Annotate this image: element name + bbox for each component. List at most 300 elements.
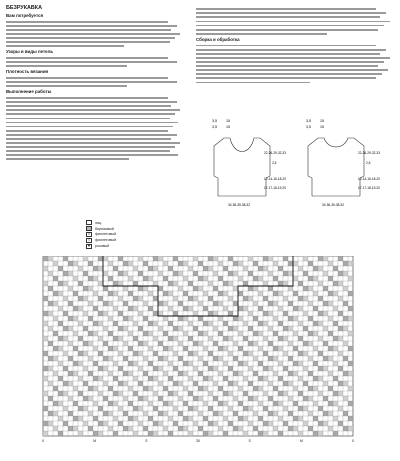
chart-cell bbox=[188, 281, 193, 286]
legend-symbol bbox=[86, 220, 92, 225]
chart-cell bbox=[333, 376, 338, 381]
chart-cell bbox=[268, 286, 273, 291]
chart-cell bbox=[288, 341, 293, 346]
chart-cell bbox=[143, 276, 148, 281]
legend-symbol: × bbox=[87, 231, 91, 237]
chart-cell bbox=[103, 411, 108, 416]
text-line bbox=[196, 29, 378, 31]
chart-cell bbox=[243, 416, 248, 421]
chart-cell bbox=[83, 381, 88, 386]
chart-cell bbox=[328, 261, 333, 266]
chart-cell bbox=[168, 346, 173, 351]
text-line bbox=[196, 65, 378, 67]
chart-cell bbox=[108, 426, 113, 431]
chart-cell bbox=[63, 311, 68, 316]
chart-cell bbox=[173, 336, 178, 341]
chart-cell bbox=[83, 351, 88, 356]
chart-cell bbox=[203, 321, 208, 326]
chart-cell bbox=[298, 406, 303, 411]
chart-cell bbox=[228, 391, 233, 396]
chart-cell bbox=[103, 421, 108, 426]
chart-cell bbox=[308, 356, 313, 361]
chart-cell bbox=[323, 311, 328, 316]
text-line bbox=[6, 37, 175, 39]
chart-cell bbox=[343, 371, 348, 376]
chart-cell bbox=[318, 391, 323, 396]
chart-cell bbox=[148, 431, 153, 436]
chart-cell bbox=[143, 301, 148, 306]
chart-cell bbox=[43, 296, 48, 301]
chart-cell bbox=[113, 376, 118, 381]
chart-cell bbox=[248, 351, 253, 356]
chart-cell bbox=[323, 301, 328, 306]
chart-cell bbox=[213, 421, 218, 426]
chart-cell bbox=[173, 256, 178, 261]
text-line bbox=[6, 113, 175, 115]
chart-cell bbox=[88, 411, 93, 416]
chart-cell bbox=[88, 316, 93, 321]
chart-cell bbox=[153, 391, 158, 396]
chart-cell bbox=[273, 401, 278, 406]
chart-cell bbox=[198, 301, 203, 306]
chart-cell bbox=[98, 281, 103, 286]
chart-cell bbox=[183, 371, 188, 376]
chart-cell bbox=[48, 311, 53, 316]
chart-cell bbox=[48, 366, 53, 371]
chart-cell bbox=[253, 371, 258, 376]
chart-cell bbox=[293, 331, 298, 336]
chart-cell bbox=[228, 366, 233, 371]
chart-cell bbox=[303, 326, 308, 331]
text-line bbox=[196, 73, 382, 75]
back-bottom-value: 34-36-39-38-32 bbox=[322, 203, 344, 207]
chart-cell bbox=[348, 426, 353, 431]
text-line bbox=[6, 126, 173, 128]
chart-cell bbox=[348, 346, 353, 351]
chart-cell bbox=[193, 256, 198, 261]
chart-cell bbox=[133, 431, 138, 436]
chart-cell bbox=[243, 321, 248, 326]
chart-cell bbox=[173, 391, 178, 396]
legend-symbol bbox=[86, 226, 92, 231]
chart-cell bbox=[63, 381, 68, 386]
chart-cell bbox=[328, 331, 333, 336]
chart-cell bbox=[278, 306, 283, 311]
chart-cell bbox=[183, 331, 188, 336]
chart-cell bbox=[128, 291, 133, 296]
chart-cell bbox=[333, 321, 338, 326]
chart-cell bbox=[68, 381, 73, 386]
chart-cell bbox=[348, 371, 353, 376]
chart-cell bbox=[213, 356, 218, 361]
chart-cell bbox=[303, 341, 308, 346]
chart-cell bbox=[103, 311, 108, 316]
chart-cell bbox=[333, 361, 338, 366]
chart-cell bbox=[123, 286, 128, 291]
chart-cell bbox=[243, 296, 248, 301]
chart-cell bbox=[168, 306, 173, 311]
chart-cell bbox=[143, 341, 148, 346]
chart-cell bbox=[253, 341, 258, 346]
chart-cell bbox=[88, 276, 93, 281]
chart-cell bbox=[253, 276, 258, 281]
chart-cell bbox=[233, 271, 238, 276]
chart-cell bbox=[198, 356, 203, 361]
chart-cell bbox=[223, 266, 228, 271]
text-line bbox=[196, 49, 386, 51]
chart-cell bbox=[43, 256, 48, 261]
chart-cell bbox=[248, 256, 253, 261]
chart-cell bbox=[273, 291, 278, 296]
front-outline bbox=[214, 138, 270, 196]
chart-cell bbox=[248, 271, 253, 276]
chart-cell bbox=[123, 341, 128, 346]
chart-cell bbox=[173, 271, 178, 276]
schematic-front-svg bbox=[206, 116, 296, 211]
chart-cell bbox=[208, 391, 213, 396]
chart-cell bbox=[88, 426, 93, 431]
chart-cell bbox=[43, 351, 48, 356]
chart-cell bbox=[148, 386, 153, 391]
chart-cell bbox=[228, 271, 233, 276]
chart-cell bbox=[178, 371, 183, 376]
chart-cell bbox=[273, 261, 278, 266]
chart-cell bbox=[118, 351, 123, 356]
chart-cell bbox=[233, 301, 238, 306]
chart-cell bbox=[308, 386, 313, 391]
chart-cell bbox=[98, 266, 103, 271]
chart-cell bbox=[198, 276, 203, 281]
text-line bbox=[6, 142, 180, 144]
chart-cell bbox=[128, 331, 133, 336]
chart-cell bbox=[238, 331, 243, 336]
chart-cell bbox=[123, 326, 128, 331]
chart-cell bbox=[108, 356, 113, 361]
chart-cell bbox=[203, 346, 208, 351]
chart-cell bbox=[343, 261, 348, 266]
chart-cell bbox=[193, 341, 198, 346]
chart-cell bbox=[343, 341, 348, 346]
chart-cell bbox=[233, 261, 238, 266]
chart-cell bbox=[233, 426, 238, 431]
back-top-value-2: 3,5 bbox=[306, 125, 311, 129]
chart-cell bbox=[298, 351, 303, 356]
chart-cell bbox=[93, 331, 98, 336]
chart-cell bbox=[288, 371, 293, 376]
chart-cell bbox=[213, 271, 218, 276]
chart-cell bbox=[328, 386, 333, 391]
chart-cell bbox=[48, 301, 53, 306]
chart-cell bbox=[113, 306, 118, 311]
legend-label: лиц. bbox=[95, 220, 103, 225]
chart-cell bbox=[278, 431, 283, 436]
chart-cell bbox=[223, 391, 228, 396]
chart-cell bbox=[93, 266, 98, 271]
chart-cell bbox=[243, 281, 248, 286]
chart-cell bbox=[148, 361, 153, 366]
chart-cell bbox=[238, 416, 243, 421]
chart-cell bbox=[308, 341, 313, 346]
chart-cell bbox=[203, 376, 208, 381]
chart-cell bbox=[228, 311, 233, 316]
chart-cell bbox=[63, 271, 68, 276]
chart-cell bbox=[78, 321, 83, 326]
chart-cell bbox=[198, 341, 203, 346]
chart-cell bbox=[138, 421, 143, 426]
text-line bbox=[6, 57, 168, 59]
chart-cell bbox=[298, 321, 303, 326]
chart-cell bbox=[278, 416, 283, 421]
chart-cell bbox=[248, 326, 253, 331]
chart-cell bbox=[78, 351, 83, 356]
chart-cell bbox=[348, 361, 353, 366]
text-line bbox=[6, 65, 127, 67]
chart-cell bbox=[113, 431, 118, 436]
chart-cell bbox=[263, 351, 268, 356]
chart-cell bbox=[233, 326, 238, 331]
chart-cell bbox=[308, 261, 313, 266]
chart-cell bbox=[223, 321, 228, 326]
chart-cell bbox=[178, 326, 183, 331]
chart-cell bbox=[333, 281, 338, 286]
chart-cell bbox=[338, 381, 343, 386]
chart-cell bbox=[183, 361, 188, 366]
chart-cell bbox=[83, 341, 88, 346]
chart-cell bbox=[303, 406, 308, 411]
chart-cell bbox=[318, 256, 323, 261]
chart-cell bbox=[213, 411, 218, 416]
chart-cell bbox=[143, 396, 148, 401]
chart-cell bbox=[183, 306, 188, 311]
chart-cell bbox=[298, 391, 303, 396]
right-sections bbox=[196, 8, 392, 83]
chart-cell bbox=[328, 356, 333, 361]
chart-cell bbox=[183, 401, 188, 406]
chart-cell bbox=[143, 261, 148, 266]
chart-cell bbox=[133, 391, 138, 396]
chart-cell bbox=[288, 326, 293, 331]
chart-cell bbox=[218, 356, 223, 361]
chart-cell bbox=[73, 291, 78, 296]
chart-cell bbox=[93, 376, 98, 381]
chart-cell bbox=[268, 326, 273, 331]
chart-cell bbox=[133, 351, 138, 356]
article-title: БЕЗРУКАВКА bbox=[6, 5, 42, 11]
chart-cell bbox=[103, 301, 108, 306]
chart-cell bbox=[158, 356, 163, 361]
chart-cell bbox=[78, 281, 83, 286]
chart-cell bbox=[48, 326, 53, 331]
chart-cell bbox=[343, 411, 348, 416]
chart-cell bbox=[218, 411, 223, 416]
chart-cell bbox=[228, 256, 233, 261]
chart-cell bbox=[213, 341, 218, 346]
text-line bbox=[6, 77, 168, 79]
text-line bbox=[196, 61, 384, 63]
chart-cell bbox=[228, 406, 233, 411]
front-bottom-value: 34-36-39-38-32 bbox=[228, 203, 250, 207]
chart-cell bbox=[263, 366, 268, 371]
chart-cell bbox=[258, 346, 263, 351]
chart-cell bbox=[323, 341, 328, 346]
chart-cell bbox=[178, 426, 183, 431]
right-text-column bbox=[196, 6, 392, 86]
chart-cell bbox=[183, 416, 188, 421]
chart-cell bbox=[208, 351, 213, 356]
chart-cell bbox=[78, 416, 83, 421]
chart-cell bbox=[268, 271, 273, 276]
chart-cell bbox=[243, 336, 248, 341]
text-line bbox=[6, 85, 127, 87]
chart-cell bbox=[158, 341, 163, 346]
chart-cell bbox=[123, 301, 128, 306]
chart-cell bbox=[243, 431, 248, 436]
chart-cell bbox=[243, 306, 248, 311]
chart-cell bbox=[258, 416, 263, 421]
chart-cell bbox=[98, 366, 103, 371]
chart-cell bbox=[103, 381, 108, 386]
chart-cell bbox=[188, 376, 193, 381]
chart-cell bbox=[318, 406, 323, 411]
chart-cell bbox=[303, 396, 308, 401]
chart-cell bbox=[258, 376, 263, 381]
chart-cell bbox=[248, 381, 253, 386]
chart-cell bbox=[133, 361, 138, 366]
chart-cell bbox=[303, 381, 308, 386]
chart-cell bbox=[158, 396, 163, 401]
chart-cell bbox=[163, 346, 168, 351]
chart-cell bbox=[283, 311, 288, 316]
chart-cell bbox=[308, 371, 313, 376]
chart-cell bbox=[178, 396, 183, 401]
chart-cell bbox=[283, 256, 288, 261]
chart-cell bbox=[68, 356, 73, 361]
chart-cell bbox=[148, 276, 153, 281]
chart-cell bbox=[143, 286, 148, 291]
text-line bbox=[6, 138, 171, 140]
chart-cell bbox=[188, 431, 193, 436]
chart-cell bbox=[298, 266, 303, 271]
chart-cell bbox=[43, 281, 48, 286]
chart-cell bbox=[248, 286, 253, 291]
chart-cell bbox=[58, 321, 63, 326]
chart-cell bbox=[158, 421, 163, 426]
chart-cell bbox=[123, 271, 128, 276]
chart-cell bbox=[218, 346, 223, 351]
chart-cell bbox=[123, 396, 128, 401]
chart-cell bbox=[238, 276, 243, 281]
chart-cell bbox=[108, 301, 113, 306]
chart-cell bbox=[258, 386, 263, 391]
chart-cell bbox=[193, 421, 198, 426]
chart-cell bbox=[163, 371, 168, 376]
chart-cell bbox=[113, 416, 118, 421]
front-top-value-3: 15 bbox=[226, 125, 230, 129]
back-right-value-0: 22-26-29-32-33 bbox=[358, 151, 380, 155]
chart-cell bbox=[243, 406, 248, 411]
chart-cell bbox=[253, 261, 258, 266]
chart-cell bbox=[318, 321, 323, 326]
chart-cell bbox=[73, 401, 78, 406]
chart-cell bbox=[108, 386, 113, 391]
chart-cell bbox=[253, 396, 258, 401]
section-heading: Узоры и виды петель bbox=[6, 49, 54, 55]
chart-cell bbox=[53, 371, 58, 376]
chart-cell bbox=[343, 426, 348, 431]
chart-cell bbox=[213, 301, 218, 306]
chart-cell bbox=[283, 381, 288, 386]
chart-cell bbox=[253, 331, 258, 336]
chart-cell bbox=[168, 391, 173, 396]
chart-cell bbox=[203, 431, 208, 436]
chart-cell bbox=[223, 306, 228, 311]
text-line bbox=[6, 61, 177, 63]
chart-cell bbox=[178, 381, 183, 386]
chart-cell bbox=[98, 406, 103, 411]
chart-cell bbox=[183, 316, 188, 321]
chart-cell bbox=[178, 261, 183, 266]
chart-cell bbox=[93, 291, 98, 296]
chart-cell bbox=[248, 396, 253, 401]
chart-cell bbox=[68, 396, 73, 401]
chart-cell bbox=[93, 306, 98, 311]
chart-cell bbox=[233, 396, 238, 401]
chart-cell bbox=[228, 296, 233, 301]
chart-cell bbox=[83, 286, 88, 291]
chart-cell bbox=[93, 276, 98, 281]
chart-cell bbox=[273, 316, 278, 321]
knitting-chart bbox=[38, 256, 358, 461]
chart-cell bbox=[88, 261, 93, 266]
chart-cell bbox=[323, 381, 328, 386]
chart-cell bbox=[123, 411, 128, 416]
chart-cell bbox=[298, 431, 303, 436]
chart-cell bbox=[83, 271, 88, 276]
chart-cell bbox=[188, 361, 193, 366]
chart-cell bbox=[208, 336, 213, 341]
chart-cell bbox=[318, 311, 323, 316]
chart-cell bbox=[193, 326, 198, 331]
text-line bbox=[6, 109, 180, 111]
chart-cell bbox=[58, 346, 63, 351]
chart-cell bbox=[253, 411, 258, 416]
chart-cell bbox=[198, 411, 203, 416]
chart-cell bbox=[268, 341, 273, 346]
chart-cell bbox=[153, 321, 158, 326]
front-right-value-0: 22-26-29-32-33 bbox=[264, 151, 286, 155]
chart-cell bbox=[138, 341, 143, 346]
chart-cell bbox=[118, 271, 123, 276]
chart-cell bbox=[83, 406, 88, 411]
chart-cell bbox=[288, 396, 293, 401]
chart-cell bbox=[173, 421, 178, 426]
chart-cell bbox=[128, 276, 133, 281]
chart-cell bbox=[168, 336, 173, 341]
chart-cell bbox=[248, 406, 253, 411]
chart-cell bbox=[268, 301, 273, 306]
chart-cell bbox=[188, 416, 193, 421]
chart-cell bbox=[53, 356, 58, 361]
chart-cell bbox=[183, 291, 188, 296]
text-line bbox=[196, 57, 390, 59]
chart-cell bbox=[253, 426, 258, 431]
chart-cell bbox=[63, 351, 68, 356]
text-line bbox=[6, 150, 170, 152]
chart-cell bbox=[138, 286, 143, 291]
chart-cell bbox=[168, 291, 173, 296]
chart-cell bbox=[343, 381, 348, 386]
chart-cell bbox=[208, 321, 213, 326]
